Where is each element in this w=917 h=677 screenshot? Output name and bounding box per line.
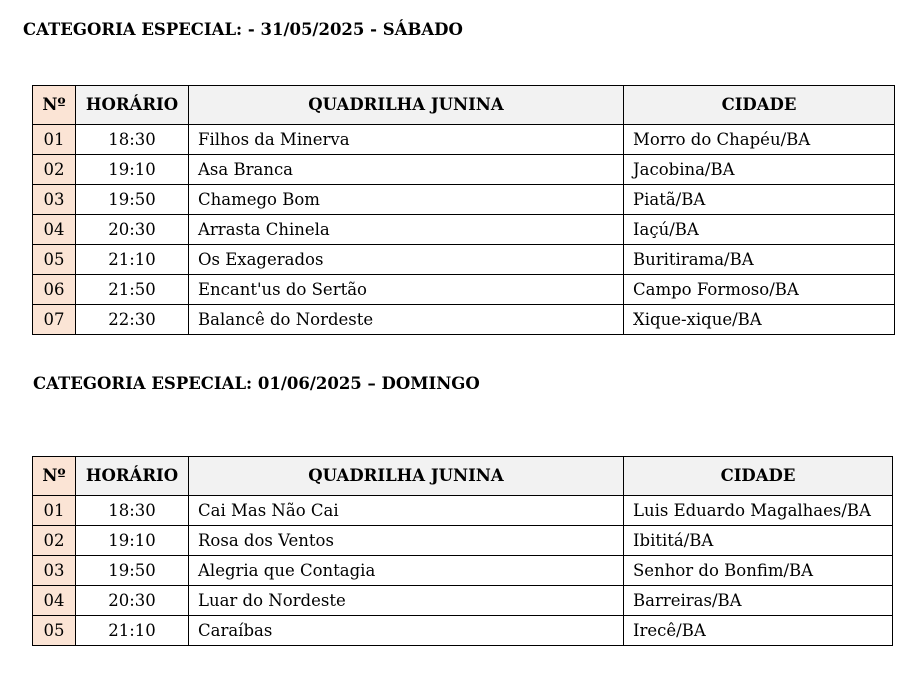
table-header-row (33, 457, 893, 496)
row-time: 22:30 (76, 305, 189, 335)
row-number: 01 (33, 496, 76, 526)
table-row (33, 616, 893, 646)
row-city: Luis Eduardo Magalhaes/BA (624, 496, 893, 526)
row-city: Piatã/BA (624, 185, 895, 215)
row-quadrilha: Encant'us do Sertão (189, 275, 624, 305)
table-row (33, 556, 893, 586)
row-time: 20:30 (76, 215, 189, 245)
table-row (33, 185, 895, 215)
row-time: 21:50 (76, 275, 189, 305)
table-row (33, 496, 893, 526)
table-row (33, 526, 893, 556)
schedule-table-saturday (32, 85, 895, 335)
row-city: Morro do Chapéu/BA (624, 125, 895, 155)
section2-title: CATEGORIA ESPECIAL: 01/06/2025 – DOMINGO (33, 374, 480, 393)
row-number: 05 (33, 616, 76, 646)
row-quadrilha: Balancê do Nordeste (189, 305, 624, 335)
header-time: HORÁRIO (76, 457, 189, 496)
table-row (33, 305, 895, 335)
row-quadrilha: Luar do Nordeste (189, 586, 624, 616)
row-number: 01 (33, 125, 76, 155)
row-number: 03 (33, 556, 76, 586)
row-city: Senhor do Bonfim/BA (624, 556, 893, 586)
row-quadrilha: Rosa dos Ventos (189, 526, 624, 556)
row-city: Jacobina/BA (624, 155, 895, 185)
row-time: 19:50 (76, 556, 189, 586)
table-header-row (33, 86, 895, 125)
row-time: 18:30 (76, 496, 189, 526)
row-city: Ibititá/BA (624, 526, 893, 556)
row-time: 18:30 (76, 125, 189, 155)
row-time: 19:50 (76, 185, 189, 215)
header-city: CIDADE (624, 457, 893, 496)
row-quadrilha: Arrasta Chinela (189, 215, 624, 245)
row-time: 21:10 (76, 245, 189, 275)
row-number: 06 (33, 275, 76, 305)
row-quadrilha: Filhos da Minerva (189, 125, 624, 155)
row-quadrilha: Asa Branca (189, 155, 624, 185)
row-number: 03 (33, 185, 76, 215)
header-number: Nº (33, 457, 76, 496)
row-number: 04 (33, 215, 76, 245)
row-number: 02 (33, 155, 76, 185)
row-time: 20:30 (76, 586, 189, 616)
table-row (33, 125, 895, 155)
table-row (33, 155, 895, 185)
header-quadrilha: QUADRILHA JUNINA (189, 457, 624, 496)
row-number: 07 (33, 305, 76, 335)
row-quadrilha: Alegria que Contagia (189, 556, 624, 586)
row-quadrilha: Cai Mas Não Cai (189, 496, 624, 526)
row-quadrilha: Chamego Bom (189, 185, 624, 215)
row-city: Iaçú/BA (624, 215, 895, 245)
row-quadrilha: Caraíbas (189, 616, 624, 646)
section1-title: CATEGORIA ESPECIAL: - 31/05/2025 - SÁBADO (23, 20, 463, 39)
header-quadrilha: QUADRILHA JUNINA (189, 86, 624, 125)
row-time: 19:10 (76, 155, 189, 185)
row-city: Barreiras/BA (624, 586, 893, 616)
row-number: 05 (33, 245, 76, 275)
header-time: HORÁRIO (76, 86, 189, 125)
row-city: Campo Formoso/BA (624, 275, 895, 305)
table-row (33, 245, 895, 275)
row-number: 04 (33, 586, 76, 616)
row-time: 21:10 (76, 616, 189, 646)
row-number: 02 (33, 526, 76, 556)
table-row (33, 586, 893, 616)
row-quadrilha: Os Exagerados (189, 245, 624, 275)
table-row (33, 275, 895, 305)
schedule-table-sunday (32, 456, 893, 646)
header-number: Nº (33, 86, 76, 125)
table-row (33, 215, 895, 245)
row-city: Irecê/BA (624, 616, 893, 646)
header-city: CIDADE (624, 86, 895, 125)
row-city: Buritirama/BA (624, 245, 895, 275)
row-time: 19:10 (76, 526, 189, 556)
row-city: Xique-xique/BA (624, 305, 895, 335)
